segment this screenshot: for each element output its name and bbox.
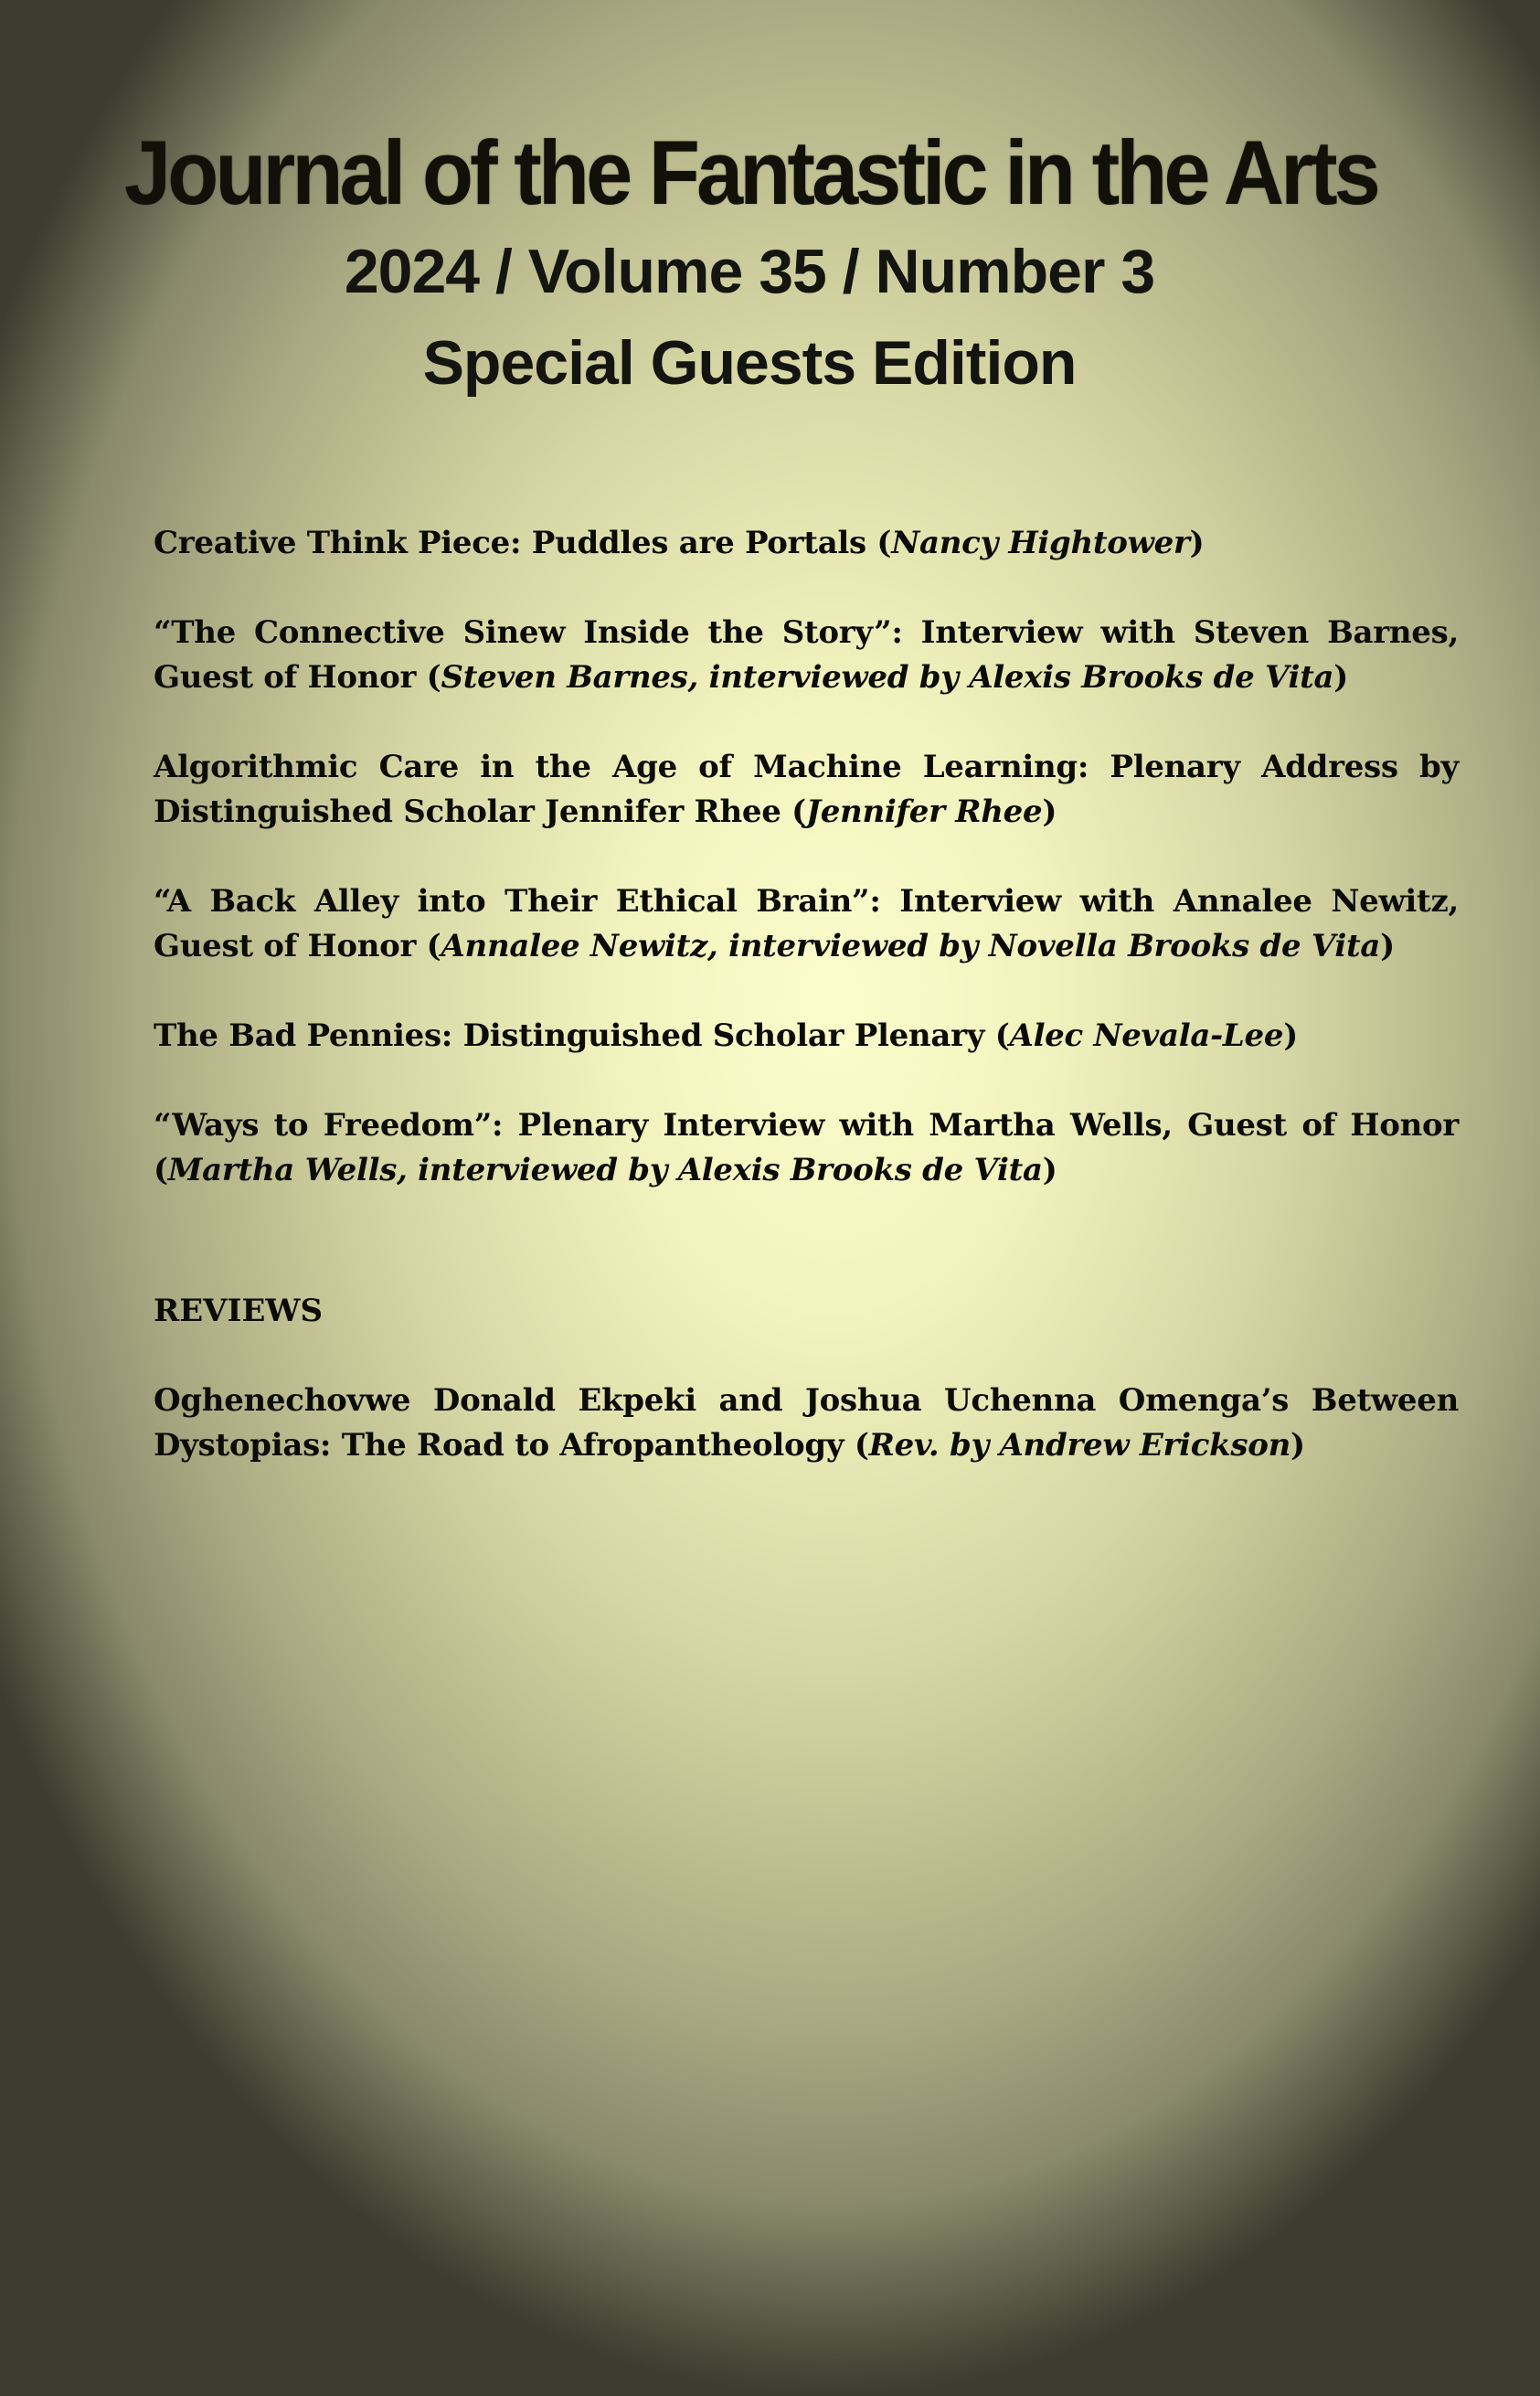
entry-title: Algorithmic Care in the Age of Machine Learning: Plenary Address by Distinguished Scholar Jennifer Rhee [154,749,1459,830]
entry-author: Martha Wells, interviewed by Alexis Brooks de Vita [167,1152,1043,1188]
review-entry: Oghenechovwe Donald Ekpeki and Joshua Uchenna Omenga’s Between Dystopias: The Road to Afropantheology (Rev. by Andrew Erickson) [154,1382,1459,1464]
contents-entry: Algorithmic Care in the Age of Machine Learning: Plenary Address by Distinguished Scholar Jennifer Rhee (Jennifer Rhee) [154,749,1459,830]
entry-title: “Ways to Freedom”: Plenary Interview with Martha Wells, Guest of Honor [154,1107,1459,1144]
entry-author: Alec Nevala-Lee [1009,1017,1284,1054]
table-of-contents [154,521,1459,1238]
entry-author: Nancy Hightower [891,525,1190,561]
journal-title: Journal of the Fantastic in the Arts [124,122,1377,224]
review-author: Rev. by Andrew Erickson [868,1427,1291,1464]
contents-entry: Creative Think Piece: Puddles are Portals (Nancy Hightower) [154,525,1205,561]
issue-line: 2024 / Volume 35 / Number 3 [344,237,1155,306]
entry-author: Steven Barnes, interviewed by Alexis Brooks de Vita [441,659,1334,696]
review-title: Oghenechovwe Donald Ekpeki and Joshua Uchenna Omenga’s Between Dystopias: The Road to Afropantheology [154,1382,1459,1464]
entry-author: Annalee Newitz, interviewed by Novella Brooks de Vita [441,928,1381,964]
masthead [0,0,1540,421]
reviews-list [154,1379,1459,1513]
entry-title: “The Connective Sinew Inside the Story”: Interview with Steven Barnes, Guest of Honor [154,614,1459,696]
contents-entry: “A Back Alley into Their Ethical Brain”: Interview with Annalee Newitz, Guest of Honor (Annalee Newitz, interviewed by Novella Brooks de Vita) [154,883,1459,964]
entry-author: Jennifer Rhee [805,793,1043,830]
edition-title: Special Guests Edition [422,328,1077,398]
contents-entry: “The Connective Sinew Inside the Story”: Interview with Steven Barnes, Guest of Honor (Steven Barnes, interviewed by Alexis Brooks de Vita) [154,614,1459,696]
entry-title: Creative Think Piece: Puddles are Portals [154,525,866,561]
reviews-heading: REVIEWS [154,1293,324,1329]
contents-entry: “Ways to Freedom”: Plenary Interview with Martha Wells, Guest of Honor (Martha Wells, interviewed by Alexis Brooks de Vita) [154,1107,1459,1188]
entry-title: The Bad Pennies: Distinguished Scholar Plenary [154,1017,985,1054]
entry-title: “A Back Alley into Their Ethical Brain”: Interview with Annalee Newitz, Guest of Honor [154,883,1459,964]
contents-entry: The Bad Pennies: Distinguished Scholar Plenary (Alec Nevala-Lee) [154,1017,1298,1054]
